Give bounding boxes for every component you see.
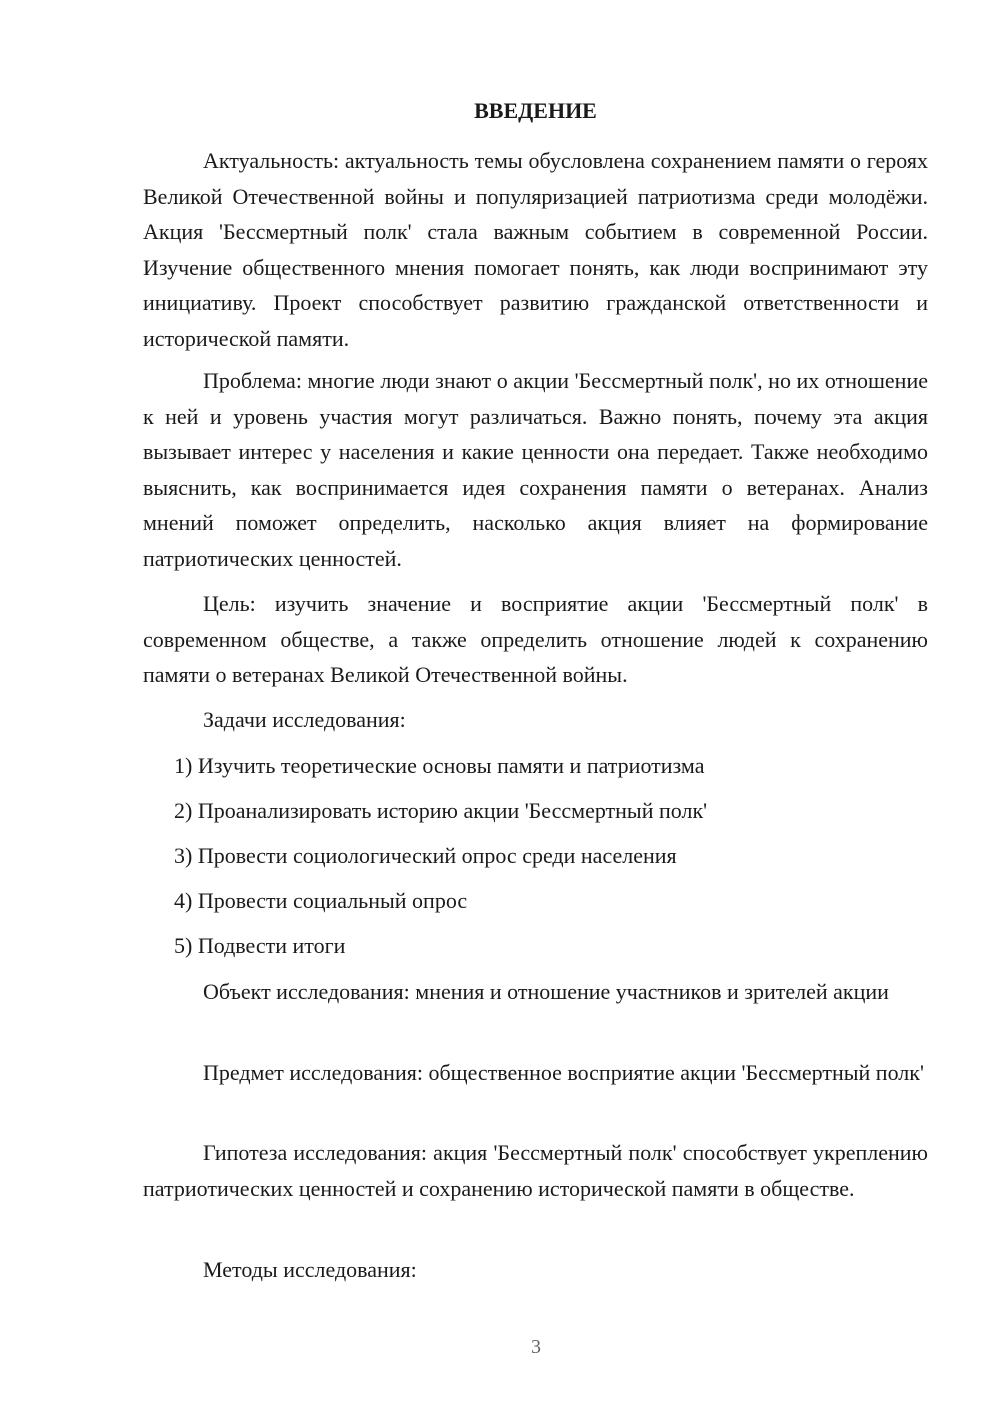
page-number: 3 [531, 1336, 541, 1358]
object-paragraph: Объект исследования: мнения и отношение участников и зрителей акции [203, 979, 889, 1004]
tasks-title: Задачи исследования: [203, 707, 406, 732]
methods-title: Методы исследования: [203, 1257, 417, 1282]
task-item-4: 4) Провести социальный опрос [174, 888, 468, 913]
hypothesis-paragraph: Гипотеза исследования: акция 'Бессмертный полк' способствует укреплению патриотических ценностей и сохранению исторической памяти в обществе. [143, 1140, 928, 1201]
section-heading: ВВЕДЕНИЕ [474, 98, 597, 123]
task-item-1: 1) Изучить теоретические основы памяти и патриотизма [174, 753, 705, 778]
task-item-5: 5) Подвести итоги [174, 933, 346, 958]
subject-paragraph: Предмет исследования: общественное восприятие акции 'Бессмертный полк' [203, 1060, 924, 1085]
goal-paragraph: Цель: изучить значение и восприятие акции 'Бессмертный полк' в современном обществе, а также определить отношение людей к сохранению памяти о ветеранах Великой Отечественной войны. [143, 591, 928, 687]
task-item-2: 2) Проанализировать историю акции 'Бессмертный полк' [174, 798, 708, 823]
problem-paragraph: Проблема: многие люди знают о акции 'Бессмертный полк', но их отношение к ней и уровень участия могут различаться. Важно понять, почему эта акция вызывает интерес у населения и какие ценности она передает. Также необходимо выяснить, как воспринимается идея сохранения памяти о ветеранах. Анализ мнений поможет определить, насколько акция влияет на формирование патриотических ценностей. [143, 368, 928, 571]
relevance-paragraph: Актуальность: актуальность темы обусловлена сохранением памяти о героях Великой Отечественной войны и популяризацией патриотизма среди молодёжи. Акция 'Бессмертный полк' стала важным событием в современной России. Изучение общественного мнения помогает понять, как люди воспринимают эту инициативу. Проект способствует развитию гражданской ответственности и исторической памяти. [143, 148, 928, 351]
task-item-3: 3) Провести социологический опрос среди населения [174, 843, 677, 868]
